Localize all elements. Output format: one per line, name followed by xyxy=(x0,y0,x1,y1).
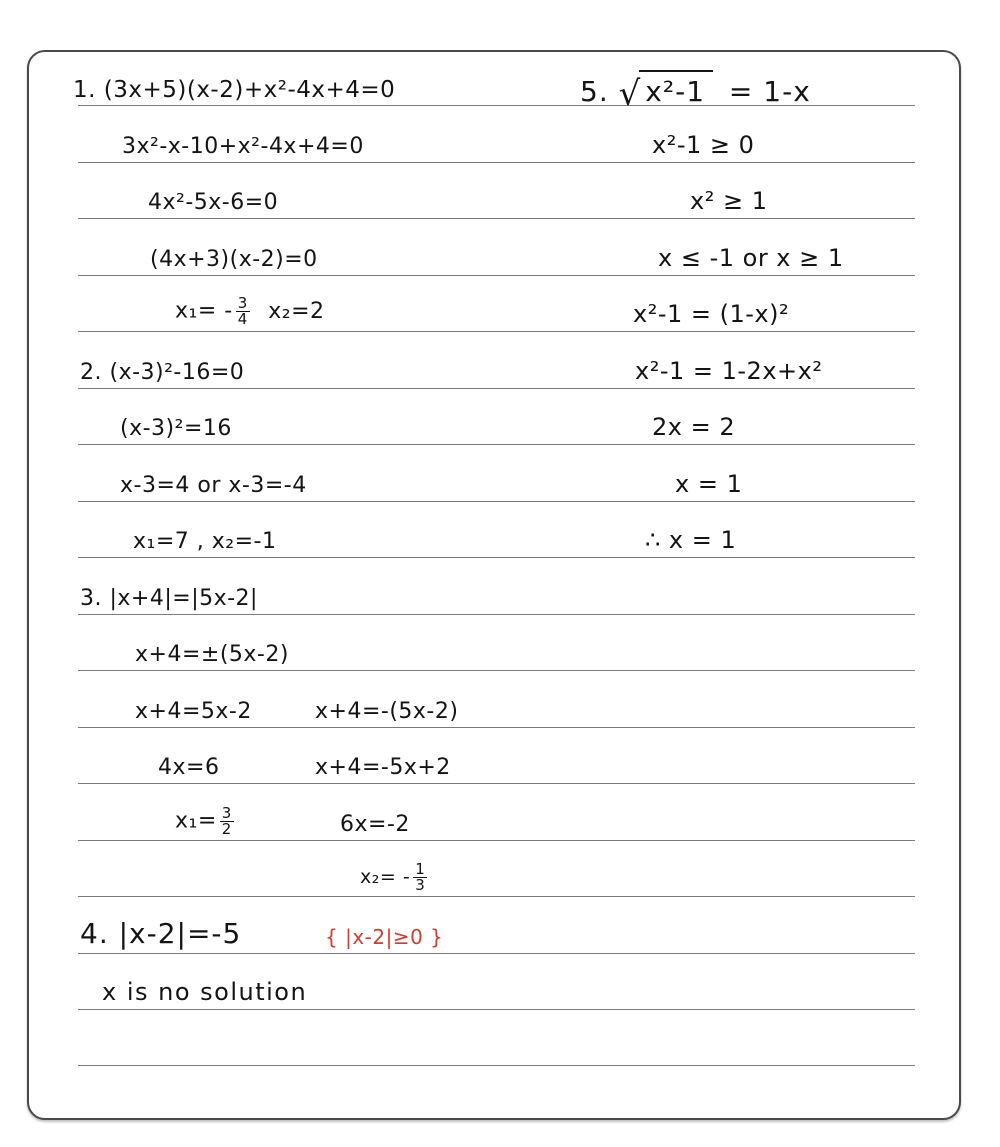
problem-4-note: { |x-2|≥0 } xyxy=(325,925,444,949)
ruled-line xyxy=(78,1065,915,1066)
ruled-line xyxy=(78,614,915,615)
problem-5-step-4: x²-1 = (1-x)² xyxy=(633,300,790,328)
problem-3-case-2-answer xyxy=(360,862,430,893)
problem-1-step-3: (4x+3)(x-2)=0 xyxy=(150,247,318,272)
problem-5-equation xyxy=(580,70,811,114)
numerator: 3 xyxy=(221,804,232,822)
ruled-line xyxy=(78,331,915,332)
problem-2-equation: 2. (x-3)²-16=0 xyxy=(80,360,245,385)
problem-1-step-2: 4x²-5x-6=0 xyxy=(148,190,279,215)
x2-value: x₂=2 xyxy=(268,298,325,324)
problem-5-step-6: 2x = 2 xyxy=(652,413,736,441)
problem-4-equation: 4. |x-2|=-5 xyxy=(80,917,242,950)
problem-4-conclusion: x is no solution xyxy=(102,978,308,1006)
fraction-three-quarters xyxy=(236,296,250,327)
ruled-line xyxy=(78,218,915,219)
numerator: 3 xyxy=(237,294,248,312)
ruled-line xyxy=(78,444,915,445)
ruled-line xyxy=(78,727,915,728)
radical-sign-icon: √ xyxy=(618,74,642,114)
x1-prefix: x₁= - xyxy=(175,298,233,324)
ruled-line xyxy=(78,275,915,276)
problem-2-step-2: x-3=4 or x-3=-4 xyxy=(120,473,307,498)
problem-2-step-1: (x-3)²=16 xyxy=(120,416,232,441)
fraction-one-third xyxy=(413,862,427,893)
problem-1-equation: 1. (3x+5)(x-2)+x²-4x+4=0 xyxy=(73,77,396,103)
problem-1-answer xyxy=(175,296,325,327)
problem-3-case-1-answer xyxy=(175,806,237,837)
ruled-line xyxy=(78,501,915,502)
problem-2-answer: x₁=7 , x₂=-1 xyxy=(133,529,277,554)
denominator: 2 xyxy=(221,820,232,838)
problem-3-case-2-step-3: 6x=-2 xyxy=(340,812,410,837)
problem-3-equation: 3. |x+4|=|5x-2| xyxy=(80,586,258,611)
problem-3-step-1: x+4=±(5x-2) xyxy=(135,642,289,667)
ruled-line xyxy=(78,670,915,671)
radicand: x²-1 xyxy=(639,70,713,108)
problem-5-label: 5. xyxy=(580,75,609,108)
denominator: 4 xyxy=(237,310,248,328)
problem-5-step-7: x = 1 xyxy=(675,470,743,498)
problem-3-case-2-step-1: x+4=-(5x-2) xyxy=(315,699,459,724)
problem-5-step-1: x²-1 ≥ 0 xyxy=(652,131,755,159)
fraction-three-halves xyxy=(220,806,234,837)
problem-3-case-1-step-2: 4x=6 xyxy=(158,755,220,780)
numerator: 1 xyxy=(415,860,426,878)
ruled-line xyxy=(78,896,915,897)
ruled-line xyxy=(78,557,915,558)
x1-prefix: x₁= xyxy=(175,808,217,834)
ruled-line xyxy=(78,953,915,954)
denominator: 3 xyxy=(415,876,426,894)
square-root xyxy=(618,70,713,114)
ruled-line xyxy=(78,840,915,841)
ruled-line xyxy=(78,1009,915,1010)
ruled-line xyxy=(78,388,915,389)
problem-5-step-5: x²-1 = 1-2x+x² xyxy=(635,357,823,385)
ruled-line xyxy=(78,162,915,163)
problem-3-case-2-step-2: x+4=-5x+2 xyxy=(315,755,451,780)
ruled-line xyxy=(78,783,915,784)
problem-5-step-3: x ≤ -1 or x ≥ 1 xyxy=(658,244,844,272)
problem-3-case-1-step-1: x+4=5x-2 xyxy=(135,699,252,724)
problem-5-rhs: = 1-x xyxy=(728,75,811,108)
problem-1-step-1: 3x²-x-10+x²-4x+4=0 xyxy=(122,134,364,159)
problem-5-answer: ∴ x = 1 xyxy=(645,526,737,554)
problem-5-step-2: x² ≥ 1 xyxy=(690,187,768,215)
x2-prefix: x₂= - xyxy=(360,866,411,888)
